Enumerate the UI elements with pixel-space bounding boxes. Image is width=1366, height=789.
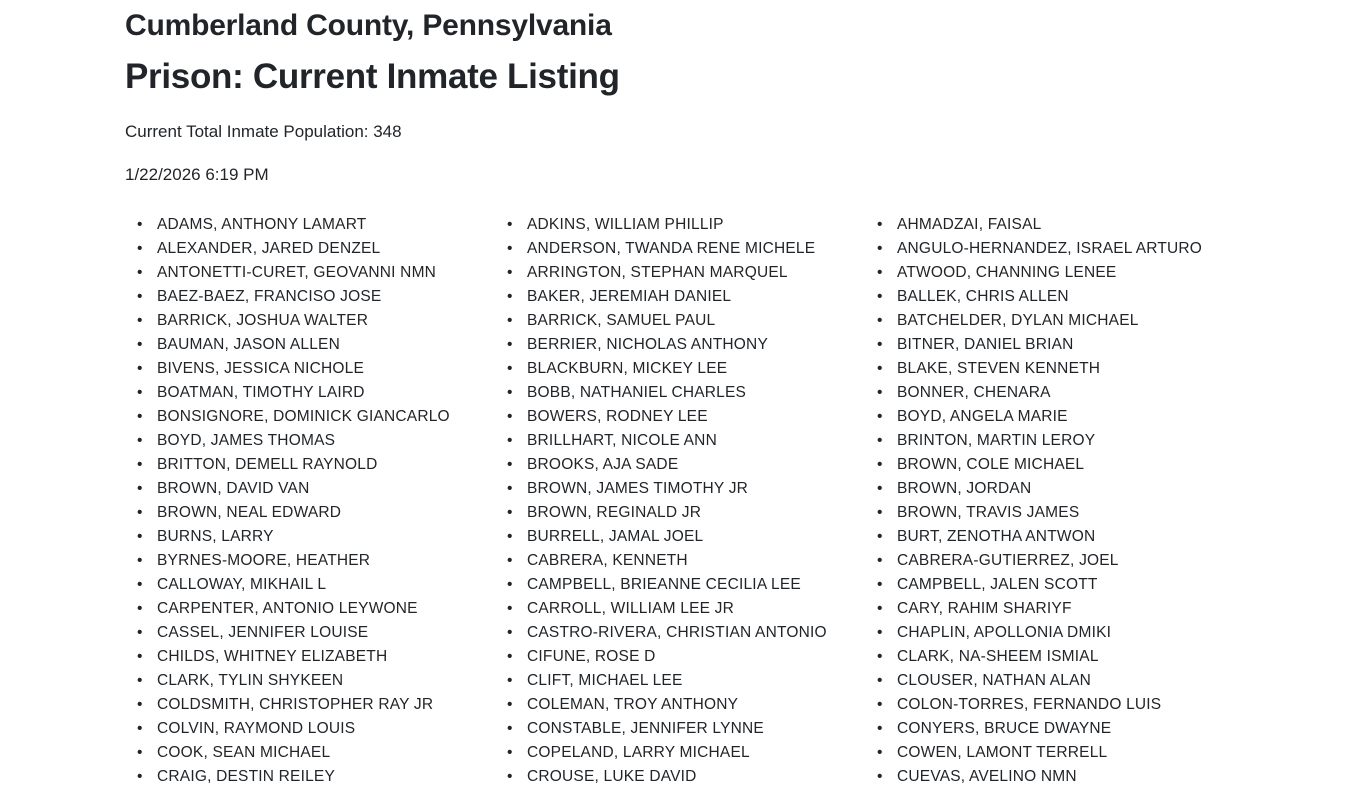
inmate-list-item: • BONNER, CHENARA <box>865 381 1235 405</box>
county-title: Cumberland County, Pennsylvania <box>125 9 612 42</box>
inmate-list-item: • BARRICK, JOSHUA WALTER <box>125 309 495 333</box>
inmate-list-item: • CARY, RAHIM SHARIYF <box>865 597 1235 621</box>
inmate-list-item: • COLVIN, RAYMOND LOUIS <box>125 717 495 741</box>
inmate-list-item: • ANGULO-HERNANDEZ, ISRAEL ARTURO <box>865 237 1235 261</box>
inmate-list-item: • BYRNES-MOORE, HEATHER <box>125 549 495 573</box>
inmate-list-item: • BARRICK, SAMUEL PAUL <box>495 309 865 333</box>
inmate-list-item: • CASSEL, JENNIFER LOUISE <box>125 621 495 645</box>
inmate-list-item: • CHAPLIN, APOLLONIA DMIKI <box>865 621 1235 645</box>
inmate-list-item: • CASTRO-RIVERA, CHRISTIAN ANTONIO <box>495 621 865 645</box>
inmate-list-item: • BURT, ZENOTHA ANTWON <box>865 525 1235 549</box>
inmate-list-item: • BRINTON, MARTIN LEROY <box>865 429 1235 453</box>
inmate-list-item: • CLARK, TYLIN SHYKEEN <box>125 669 495 693</box>
inmate-list-item: • CIFUNE, ROSE D <box>495 645 865 669</box>
inmate-list-item: • BONSIGNORE, DOMINICK GIANCARLO <box>125 405 495 429</box>
inmate-list-item: • BAEZ-BAEZ, FRANCISO JOSE <box>125 285 495 309</box>
inmate-list-item: • CABRERA-GUTIERREZ, JOEL <box>865 549 1235 573</box>
inmate-list-item: • BROWN, REGINALD JR <box>495 501 865 525</box>
inmate-list-item: • BROWN, TRAVIS JAMES <box>865 501 1235 525</box>
inmate-list-item: • CROUSE, LUKE DAVID <box>495 765 865 789</box>
inmate-list-item: • CLARK, NA-SHEEM ISMIAL <box>865 645 1235 669</box>
inmate-listing-page <box>125 0 1275 789</box>
inmate-list-item: • BIVENS, JESSICA NICHOLE <box>125 357 495 381</box>
inmate-list-item: • BRILLHART, NICOLE ANN <box>495 429 865 453</box>
inmate-list-item: • BOWERS, RODNEY LEE <box>495 405 865 429</box>
inmate-list-item: • CABRERA, KENNETH <box>495 549 865 573</box>
inmate-list-item: • BROWN, DAVID VAN <box>125 477 495 501</box>
inmate-list-item: • BALLEK, CHRIS ALLEN <box>865 285 1235 309</box>
inmate-list-item: • CUEVAS, AVELINO NMN <box>865 765 1235 789</box>
inmate-list-item: • BAUMAN, JASON ALLEN <box>125 333 495 357</box>
inmate-list-item: • BLAKE, STEVEN KENNETH <box>865 357 1235 381</box>
inmate-list-item: • CARROLL, WILLIAM LEE JR <box>495 597 865 621</box>
inmate-list-item: • COLDSMITH, CHRISTOPHER RAY JR <box>125 693 495 717</box>
inmate-list-item: • CRAIG, DESTIN REILEY <box>125 765 495 789</box>
inmate-list-item: • BATCHELDER, DYLAN MICHAEL <box>865 309 1235 333</box>
inmate-list-item: • BLACKBURN, MICKEY LEE <box>495 357 865 381</box>
inmate-list-item: • BERRIER, NICHOLAS ANTHONY <box>495 333 865 357</box>
inmate-list-item: • CALLOWAY, MIKHAIL L <box>125 573 495 597</box>
inmate-list-item: • COLON-TORRES, FERNANDO LUIS <box>865 693 1235 717</box>
inmate-list-item: • BROWN, JAMES TIMOTHY JR <box>495 477 865 501</box>
report-timestamp: 1/22/2026 6:19 PM <box>125 165 269 185</box>
inmate-list-item: • BOYD, ANGELA MARIE <box>865 405 1235 429</box>
inmate-list-item: • CLIFT, MICHAEL LEE <box>495 669 865 693</box>
total-population-text: Current Total Inmate Population: 348 <box>125 122 402 141</box>
inmate-list-item: • BOBB, NATHANIEL CHARLES <box>495 381 865 405</box>
inmate-list-item: • ADKINS, WILLIAM PHILLIP <box>495 213 865 237</box>
inmate-list-item: • BOYD, JAMES THOMAS <box>125 429 495 453</box>
inmate-list-item: • CARPENTER, ANTONIO LEYWONE <box>125 597 495 621</box>
inmate-list-item: • BAKER, JEREMIAH DANIEL <box>495 285 865 309</box>
inmate-list <box>125 213 1275 789</box>
inmate-list-item: • AHMADZAI, FAISAL <box>865 213 1235 237</box>
inmate-list-item: • BITNER, DANIEL BRIAN <box>865 333 1235 357</box>
inmate-list-item: • BURNS, LARRY <box>125 525 495 549</box>
inmate-list-item: • BRITTON, DEMELL RAYNOLD <box>125 453 495 477</box>
inmate-list-item: • ANDERSON, TWANDA RENE MICHELE <box>495 237 865 261</box>
inmate-list-item: • COPELAND, LARRY MICHAEL <box>495 741 865 765</box>
inmate-list-item: • BOATMAN, TIMOTHY LAIRD <box>125 381 495 405</box>
inmate-list-item: • CAMPBELL, JALEN SCOTT <box>865 573 1235 597</box>
page-title: Prison: Current Inmate Listing <box>125 57 620 96</box>
inmate-list-item: • CONSTABLE, JENNIFER LYNNE <box>495 717 865 741</box>
inmate-list-item: • ADAMS, ANTHONY LAMART <box>125 213 495 237</box>
inmate-list-item: • COOK, SEAN MICHAEL <box>125 741 495 765</box>
inmate-list-item: • BROWN, COLE MICHAEL <box>865 453 1235 477</box>
inmate-list-item: • BROOKS, AJA SADE <box>495 453 865 477</box>
inmate-list-item: • COWEN, LAMONT TERRELL <box>865 741 1235 765</box>
inmate-list-item: • CHILDS, WHITNEY ELIZABETH <box>125 645 495 669</box>
inmate-list-item: • ATWOOD, CHANNING LENEE <box>865 261 1235 285</box>
inmate-list-item: • BURRELL, JAMAL JOEL <box>495 525 865 549</box>
inmate-list-item: • CAMPBELL, BRIEANNE CECILIA LEE <box>495 573 865 597</box>
inmate-list-item: • ALEXANDER, JARED DENZEL <box>125 237 495 261</box>
inmate-list-item: • BROWN, NEAL EDWARD <box>125 501 495 525</box>
inmate-list-item: • CONYERS, BRUCE DWAYNE <box>865 717 1235 741</box>
inmate-list-item: • ARRINGTON, STEPHAN MARQUEL <box>495 261 865 285</box>
inmate-list-item: • ANTONETTI-CURET, GEOVANNI NMN <box>125 261 495 285</box>
inmate-list-item: • COLEMAN, TROY ANTHONY <box>495 693 865 717</box>
inmate-list-item: • CLOUSER, NATHAN ALAN <box>865 669 1235 693</box>
inmate-list-item: • BROWN, JORDAN <box>865 477 1235 501</box>
